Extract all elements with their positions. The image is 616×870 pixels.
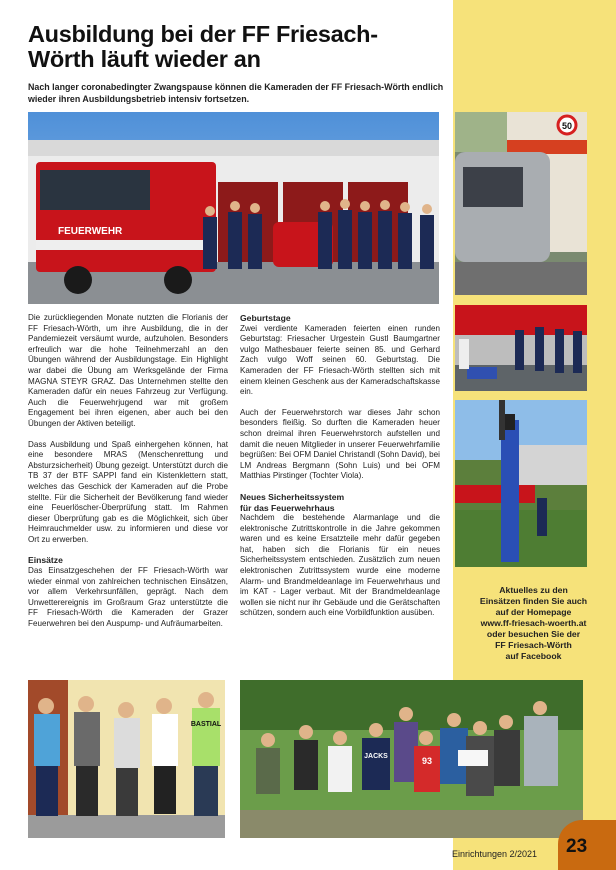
jersey-text-3: 93	[421, 756, 433, 766]
photo-birthday-group-graphic	[28, 680, 225, 838]
promo-box	[456, 585, 611, 662]
promo-link-homepage[interactable]: www.ff-friesach-woerth.at	[480, 618, 587, 628]
promo-line-3: auf der Homepage	[495, 607, 572, 617]
left-paragraph-1: Die zurückliegenden Monate nutzten die Florianis der FF Friesach-Wörth, um ihre Ausbildung, die in der Pandemiezeit versäumt wurde, aufzuholen. Besonders erfreulich war die hohe Teilnehmerzahl an den Übungen während der Ausbildungstage. Ein Highlight war dabei die Übung am Werksgelände der Firma MAGNA STEYR GRAZ. Das Unternehmen stellte den Kameraden dafür ein neues Fahrzeug zur Verfügung. Auch die Feuerwehrjugend war mit großem Engagement bei ihren eigenen, aber auch bei den Übungen der Aktiven beteiligt.	[28, 313, 228, 428]
headline-line-2: Wörth läuft wieder an	[28, 46, 261, 72]
right-paragraph-1: Zwei verdiente Kameraden feierten einen runden Geburtstag: Friesacher Urgestein Gustl Baumgartner vulgo Mathesbauer feierte seinen 85. und Gerhard Zach vulgo Woff seinen 60. Geburtstag. Die Kameraden der FF Friesach-Wörth stellten sich mit einem kleinen Geschenk aus der Kameradschaftskasse ein.	[240, 323, 440, 397]
promo-line-5: oder besuchen Sie der	[486, 629, 581, 639]
headline-line-1: Ausbildung bei der FF Friesach-	[28, 21, 378, 47]
promo-line-1: Aktuelles zu den	[499, 585, 568, 595]
speed-sign-text: 50	[561, 121, 573, 131]
photo-car-accident-graphic	[455, 112, 587, 295]
photo-car-accident	[455, 112, 587, 295]
heading-geburtstage: Geburtstage	[240, 313, 291, 323]
left-paragraph-3: Das Einsatzgeschehen der FF Friesach-Wörth war wieder einmal von zahlreichen technischen Einsätzen, vor allem Verkehrsunfällen, geprägt. Nach dem Unwetterereignis im Großraum Graz unterstützte die FF Friesach-Wörth die Kameraden der Grazer Feuerwehren bei den Auspump- und Aufräumarbeiten.	[28, 566, 228, 629]
photo-storch-group-graphic	[240, 680, 583, 838]
article-column-right	[240, 313, 440, 629]
article-lead: Nach langer coronabedingter Zwangspause können die Kameraden der FF Friesach-Wörth endlich wieder ihren Ausbildungsbetrieb intensiv fortsetzen.	[28, 82, 444, 104]
article-column-left	[28, 313, 228, 640]
jersey-text-1: BASTIAL	[190, 721, 222, 728]
photo-fire-trucks-team	[28, 112, 439, 304]
article-headline	[28, 22, 448, 72]
photo-crate-climbing-graphic	[455, 400, 587, 567]
promo-line-6: FF Friesach-Wörth	[495, 640, 572, 650]
heading-sicherheit-1: Neues Sicherheitssystem	[240, 491, 345, 502]
photo-crate-climbing	[455, 400, 587, 567]
footer-page-number: 23	[566, 836, 588, 857]
jersey-text-2: JACKS	[364, 753, 388, 760]
right-paragraph-3: Nachdem die bestehende Alarmanlage und die elektronische Zutrittskontrolle in die Jahre gekommen waren und es keine Ersatzteile mehr dafür gegeben hat, haben sich die Florianis für ein neues Sicherheitssystem entschieden. Zusätzlich zum neuen elektronischen Zutrittssystem wurde eine moderne Alarm- und Brandmeldeanlage im Feuerwehrhaus und im KAT - Lager verbaut. Mit der Brandmeldeanlage wollen sie nicht nur ihr Gebäude und die Gerätschaften schützen, sondern auch eine Vorbildfunktion ausüben.	[240, 513, 440, 618]
photo-storch-group	[240, 680, 583, 838]
right-paragraph-2: Auch der Feuerwehrstorch war dieses Jahr schon besonders fleißig. So durften die Kameraden heuer schon dreimal ihren Feuerwehrstorch aufstellen und damit die neuen Mitglieder in unserer Feuerwehrfamilie begrüßen: Bei OFM Daniel Christandl (Sohn David), bei LM Andreas Bergmann (Sohn Luis) und bei OFM Matthias Pirstinger (Tochter Viola).	[240, 407, 440, 481]
photo-rescue-training-graphic	[455, 305, 587, 391]
photo-rescue-training	[455, 305, 587, 391]
heading-sicherheit-2: für das Feuerwehrhaus	[240, 502, 335, 513]
footer-publication-label: Einrichtungen 2/2021	[452, 849, 538, 859]
heading-einsaetze: Einsätze	[28, 555, 63, 566]
promo-line-2: Einsätzen finden Sie auch	[479, 596, 588, 606]
truck-sign-text: FEUERWEHR	[58, 226, 123, 237]
promo-line-7: auf Facebook	[505, 651, 562, 661]
photo-fire-trucks-team-graphic	[28, 112, 439, 304]
left-paragraph-2: Dass Ausbildung und Spaß einhergehen können, hat eine besondere MRAS (Menschenrettung und Absturzsicherheit) Übung gezeigt. Unterstützt durch die TB 37 der BTF SAPPI fand ein Kistenklettern statt, welches das Geschick der Kameraden auf die Probe stellte. Für die Sicherheit der Bevölkerung fand wieder eine Feuerlöscher-Überprüfung statt. Im Rahmen dieser Überprüfung gab es die Möglichkeit, sich über Heimrauchmelder usw. zu informieren und diese vor Ort zu erwerben.	[28, 439, 228, 544]
photo-birthday-group	[28, 680, 225, 838]
